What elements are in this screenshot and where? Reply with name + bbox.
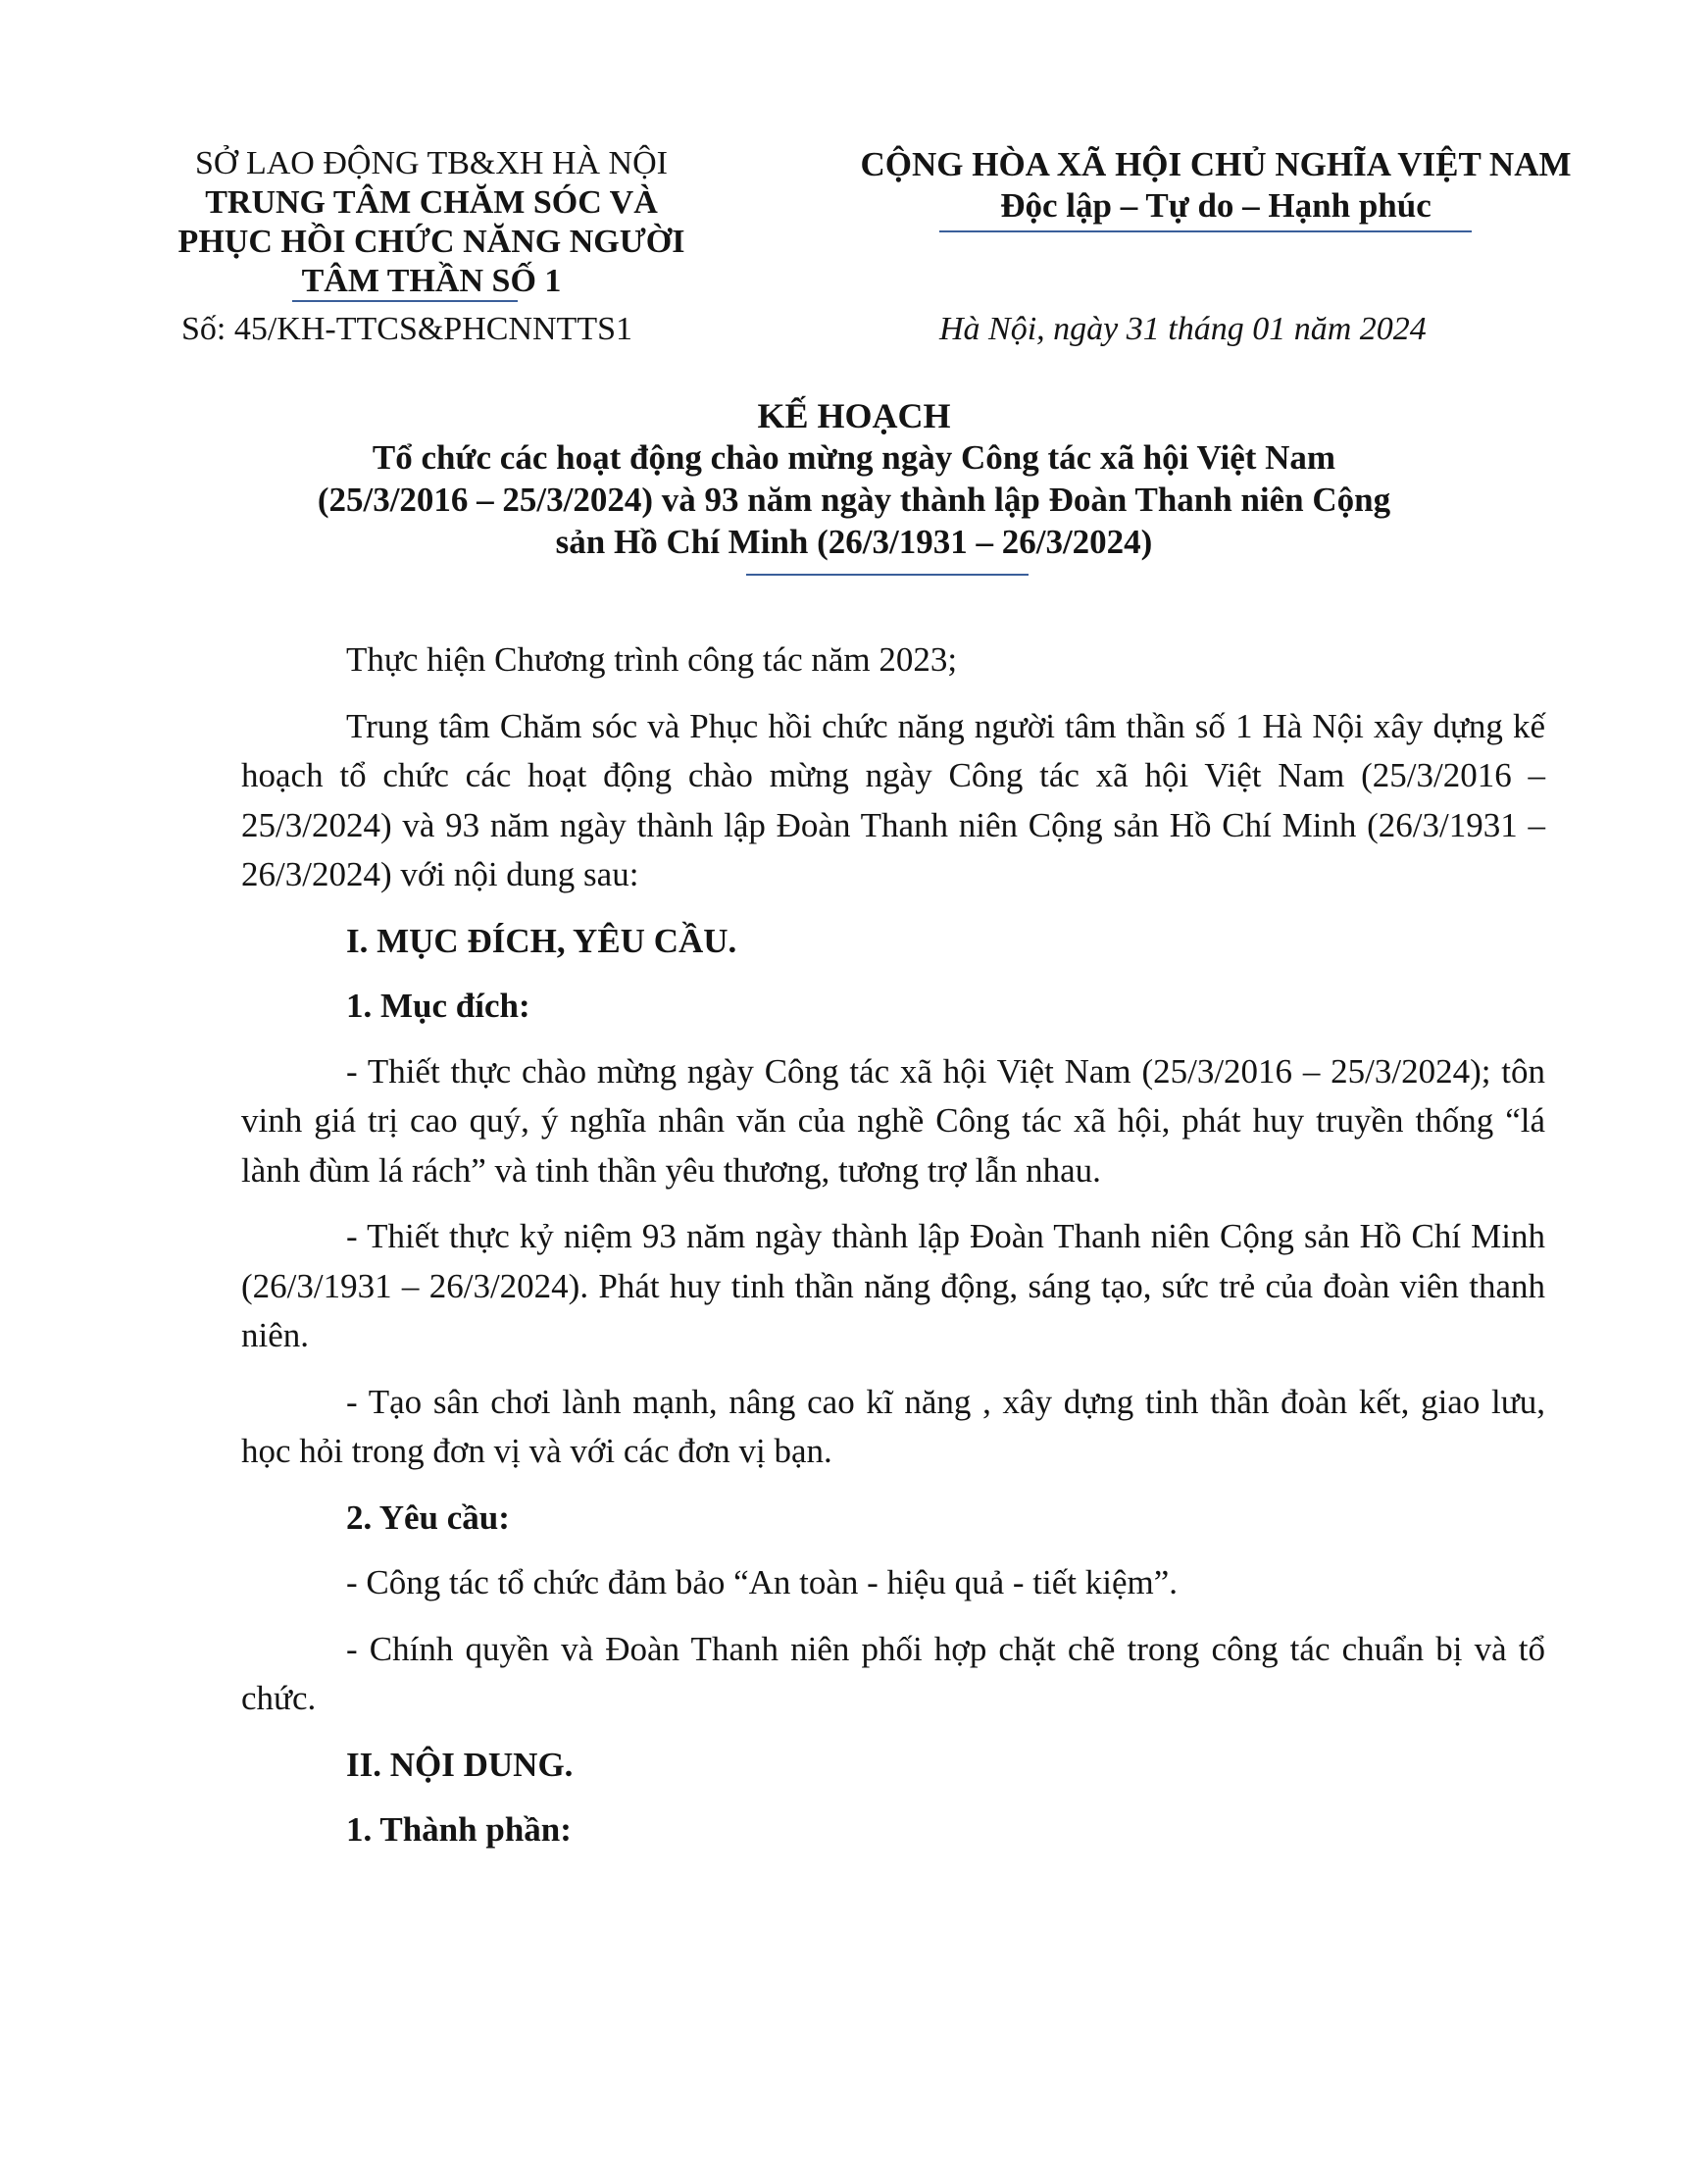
paragraph-requirement-1: - Công tác tổ chức đảm bảo “An toàn - hiệu quả - tiết kiệm”. [346,1563,1178,1601]
section-heading-purpose-requirements: I. MỤC ĐÍCH, YÊU CẦU. [346,921,737,960]
document-title: KẾ HOẠCH [757,396,951,435]
paragraph-purpose-3: - Tạo sân chơi lành mạnh, nâng cao kĩ năng , xây dựng tinh thần đoàn kết, giao lưu, học hỏi trong đơn vị và với các đơn vị bạn. [241,1382,1545,1470]
subheading-participants: 1. Thành phần: [346,1810,572,1849]
paragraph-intro: Trung tâm Chăm sóc và Phục hồi chức năng người tâm thần số 1 Hà Nội xây dựng kế hoạch tổ chức các hoạt động chào mừng ngày Công tác xã hội Việt Nam (25/3/2016 – 25/3/2024) và 93 năm ngày thành lập Đoàn Thanh niên Cộng sản Hồ Chí Minh (26/3/1931 – 26/3/2024) với nội dung sau: [241,706,1545,893]
document-number: Số: 45/KH-TTCS&PHCNNTTS1 [181,311,632,347]
document-body [241,635,1545,1871]
header-left [137,144,726,301]
header-left-divider [292,300,518,302]
national-motto: Độc lập – Tự do – Hạnh phúc [1000,186,1432,225]
place-and-date: Hà Nội, ngày 31 tháng 01 năm 2024 [939,311,1427,347]
paragraph-purpose-2: - Thiết thực kỷ niệm 93 năm ngày thành lập Đoàn Thanh niên Cộng sản Hồ Chí Minh (26/3/1931 – 26/3/2024). Phát huy tinh thần năng động, sáng tạo, sức trẻ của đoàn viên thanh niên. [241,1217,1545,1354]
paragraph-purpose-1: - Thiết thực chào mừng ngày Công tác xã hội Việt Nam (25/3/2016 – 25/3/2024); tôn vinh giá trị cao quý, ý nghĩa nhân văn của nghề Công tác xã hội, phát huy truyền thống “lá lành đùm lá rách” và tinh thần yêu thương, tương trợ lẫn nhau. [241,1051,1545,1190]
subtitle-line-2: (25/3/2016 – 25/3/2024) và 93 năm ngày thành lập Đoàn Thanh niên Cộng [317,481,1391,519]
paragraph-basis: Thực hiện Chương trình công tác năm 2023; [346,640,958,679]
organization-name-line-1: TRUNG TÂM CHĂM SÓC VÀ [205,184,658,221]
motto-underline [939,230,1472,232]
paragraph-requirement-2: - Chính quyền và Đoàn Thanh niên phối hợp chặt chẽ trong công tác chuẩn bị và tổ chức. [241,1629,1545,1717]
subtitle-line-3: sản Hồ Chí Minh (26/3/1931 – 26/3/2024) [555,523,1153,561]
section-heading-content: II. NỘI DUNG. [346,1745,574,1784]
document-subtitle [196,436,1512,563]
organization-name-line-2: PHỤC HỒI CHỨC NĂNG NGƯỜI [177,224,685,260]
title-underline [746,574,1029,576]
country-name: CỘNG HÒA XÃ HỘI CHỦ NGHĨA VIỆT NAM [860,145,1572,183]
agency-name: SỞ LAO ĐỘNG TB&XH HÀ NỘI [195,145,668,181]
organization-name-line-3: TÂM THẦN SỐ 1 [301,263,562,299]
header-right [814,144,1618,227]
subheading-purpose: 1. Mục đích: [346,987,530,1025]
subtitle-line-1: Tổ chức các hoạt động chào mừng ngày Công tác xã hội Việt Nam [372,438,1336,477]
subheading-requirements: 2. Yêu cầu: [346,1498,510,1537]
